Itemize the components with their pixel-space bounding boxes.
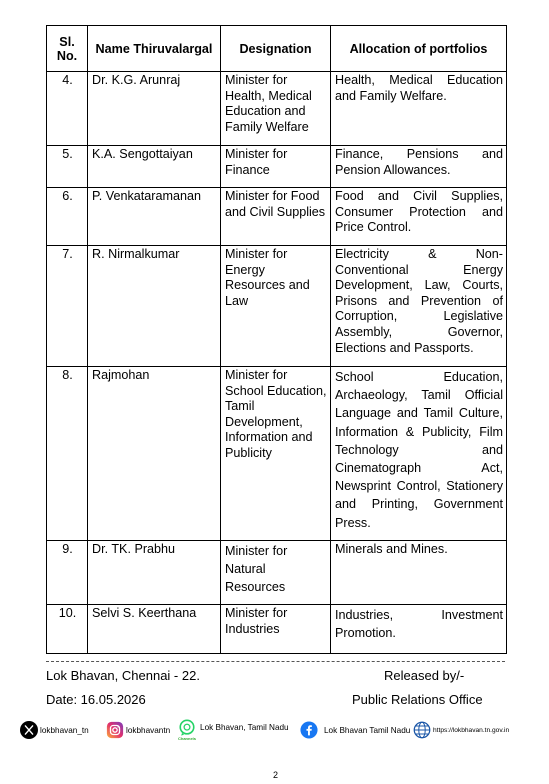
table-row [47, 146, 507, 188]
x-icon [20, 721, 38, 739]
minister-designation: Minister for Energy Resources and Law [221, 246, 331, 367]
row-number: 7. [47, 246, 88, 367]
row-number: 10. [47, 605, 88, 654]
minister-name: Rajmohan [88, 367, 221, 541]
table-row [47, 72, 507, 146]
channels-caption: Channels [178, 736, 197, 741]
row-number: 9. [47, 541, 88, 605]
footer-office: Public Relations Office [352, 692, 483, 707]
website-url: https://lokbhavan.tn.gov.in [433, 726, 510, 734]
ministers-table [46, 25, 507, 654]
facebook-handle: Lok Bhavan Tamil Nadu [324, 725, 411, 735]
portfolio-allocation: Health, Medical Education and Family Welfare. [331, 72, 507, 146]
minister-designation: Minister for School Education, Tamil Development, Information and Publicity [221, 367, 331, 541]
table-row [47, 367, 507, 541]
footer-date: Date: 16.05.2026 [46, 692, 146, 707]
minister-designation: Minister for Industries [221, 605, 331, 654]
minister-name: Dr. K.G. Arunraj [88, 72, 221, 146]
portfolio-allocation: Food and Civil Supplies, Consumer Protection and Price Control. [331, 188, 507, 246]
minister-name: K.A. Sengottaiyan [88, 146, 221, 188]
header-designation: Designation [221, 26, 331, 72]
x-handle: lokbhavan_tn [40, 725, 89, 735]
channels-badge [178, 719, 196, 741]
table-row [47, 246, 507, 367]
table-row [47, 605, 507, 654]
row-number: 6. [47, 188, 88, 246]
header-allocation: Allocation of portfolios [331, 26, 507, 72]
row-number: 5. [47, 146, 88, 188]
header-sno: Sl. No. [47, 26, 88, 72]
portfolio-allocation: Industries, Investment Promotion. [331, 605, 507, 654]
minister-name: Dr. TK. Prabhu [88, 541, 221, 605]
table-row [47, 188, 507, 246]
social-facebook-link[interactable] [300, 717, 410, 743]
table-row [47, 541, 507, 605]
portfolio-allocation: Minerals and Mines. [331, 541, 507, 605]
facebook-icon [300, 721, 318, 739]
minister-name: Selvi S. Keerthana [88, 605, 221, 654]
channels-handle: Lok Bhavan, Tamil Nadu [200, 722, 289, 732]
globe-icon [413, 721, 431, 739]
instagram-icon [106, 721, 124, 739]
minister-designation: Minister for Health, Medical Education and Family Welfare [221, 72, 331, 146]
page-number: 2 [273, 770, 279, 780]
social-instagram-link[interactable] [106, 717, 170, 743]
table-header-row [47, 26, 507, 72]
row-number: 4. [47, 72, 88, 146]
header-name: Name Thiruvalargal [88, 26, 221, 72]
social-x-link[interactable] [20, 717, 89, 743]
row-number: 8. [47, 367, 88, 541]
footer-address: Lok Bhavan, Chennai - 22. [46, 668, 200, 683]
instagram-handle: lokbhavantn [126, 725, 171, 735]
portfolio-allocation: Finance, Pensions and Pension Allowances. [331, 146, 507, 188]
minister-designation: Minister for Food and Civil Supplies [221, 188, 331, 246]
footer-released-by: Released by/- [384, 668, 465, 683]
footer-divider [46, 661, 505, 662]
minister-designation: Minister for Natural Resources [221, 541, 331, 605]
minister-name: R. Nirmalkumar [88, 246, 221, 367]
social-channels-link[interactable] [178, 717, 289, 743]
social-website-link[interactable] [413, 717, 509, 743]
portfolio-allocation: Electricity & Non-Conventional Energy Development, Law, Courts, Prisons and Prevention of Corruption, Legislative Assembly, Governor, Elections and Passports. [331, 246, 507, 367]
minister-designation: Minister for Finance [221, 146, 331, 188]
portfolio-allocation: School Education, Archaeology, Tamil Official Language and Tamil Culture, Information & Publicity, Film Technology and Cinematograph Act, Newsprint Control, Stationery and Printing, Government Press. [331, 367, 507, 541]
whatsapp-channels-icon [178, 719, 196, 737]
minister-name: P. Venkataramanan [88, 188, 221, 246]
